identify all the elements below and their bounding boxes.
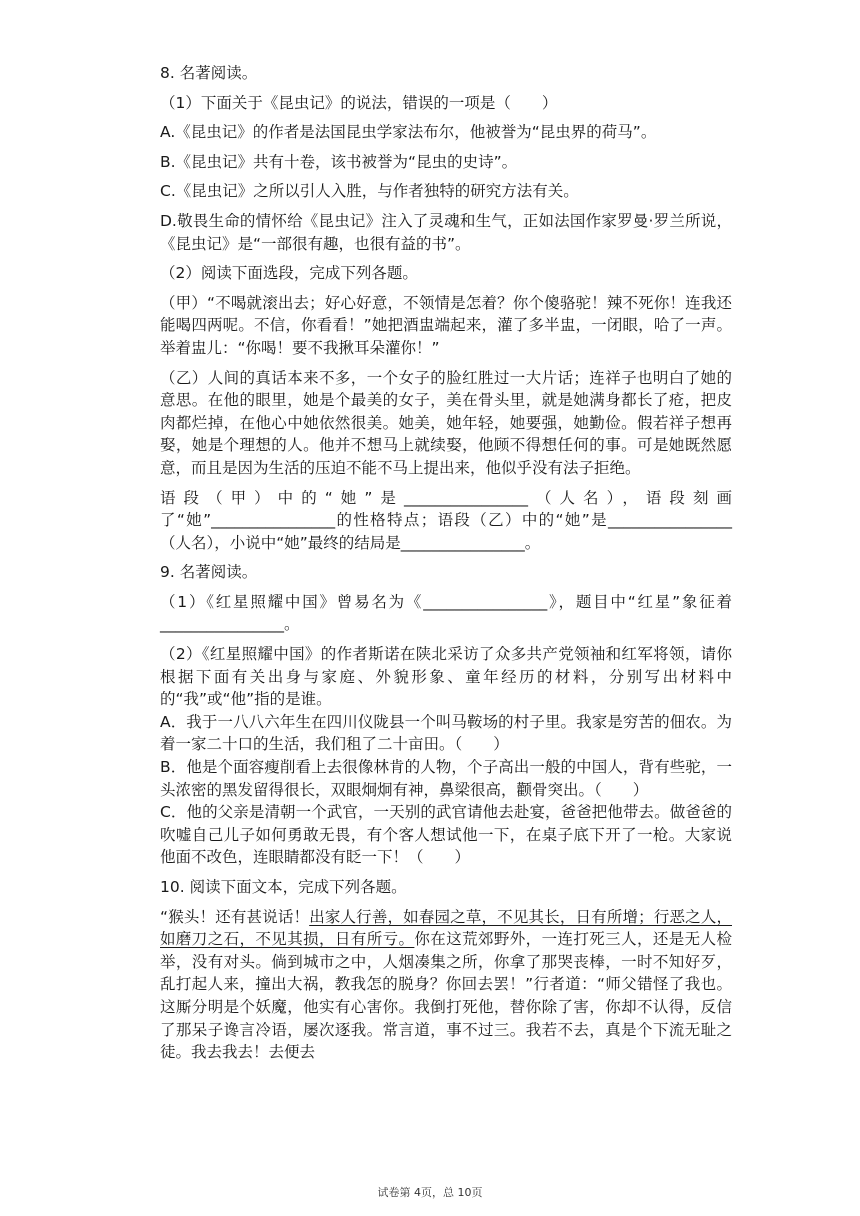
q9-option-c: C．他的父亲是清朝一个武官，一天别的武官请他去赴宴，爸爸把他带去。做爸爸的吹嘘自己儿子如何勇敢无畏，有个客人想试他一下，在桌子底下开了一枪。大家说他面不改色，连眼睛都没有眨一下！（ ） <box>160 803 732 867</box>
q8-option-b: B.《昆虫记》共有十卷，该书被誉为“昆虫的史诗”。 <box>160 152 518 171</box>
q10-passage <box>160 906 732 1064</box>
q8-sub2: （2）阅读下面选段，完成下列各题。 <box>160 264 418 283</box>
q8-sub1: （1）下面关于《昆虫记》的说法，错误的一项是（ ） <box>160 93 558 112</box>
q9-sub2: （2）《红星照耀中国》的作者斯诺在陕北采访了众多共产党领袖和红军将领，请你根据下面有关出身与家庭、外貌形象、童年经历的材料，分别写出材料中的“我”或“他”指的是谁。 <box>160 645 732 709</box>
q8-passage-yi: （乙）人间的真话本来不多，一个女子的脸红胜过一大片话；连祥子也明白了她的意思。在他的眼里，她是个最美的女子，美在骨头里，就是她满身都长了疮，把皮肉都烂掉，在他心中她依然很美。她美，她年轻，她要强，她勤俭。假若祥子想再娶，她是个理想的人。他并不想马上就续娶，他顾不得想任何的事。可是她既然愿意，而且是因为生活的压迫不能不马上提出来，他似乎没有法子拒绝。 <box>160 368 732 477</box>
q8-option-d: D.敬畏生命的情怀给《昆虫记》注入了灵魂和生气，正如法国作家罗曼·罗兰所说，《昆虫记》是“一部很有趣，也很有益的书”。 <box>160 211 732 253</box>
q10-passage-post: 你在这荒郊野外，一连打死三人，还是无人检举，没有对头。倘到城市之中，人烟凑集之所，你拿了那哭丧棒，一时不知好歹，乱打起人来，撞出大祸，教我怎的脱身？你回去罢！”行者道：“师父错怪了我也。这厮分明是个妖魔，他实有心害你。我倒打死他，替你除了害，你却不认得，反信了那呆子谗言冷语，屡次逐我。常言道，事不过三。我若不去，真是个下流无耻之徒。我去我去！去便去 <box>160 930 732 1062</box>
q10-passage-pre: “猴头！还有甚说话！ <box>160 907 310 926</box>
q8-title: 8. 名著阅读。 <box>160 64 258 82</box>
q9-title: 9. 名著阅读。 <box>160 563 258 582</box>
q9-option-b: B．他是个面容瘦削看上去很像林肯的人物，个子高出一般的中国人，背有些驼，一头浓密的黑发留得很长，双眼炯炯有神，鼻梁很高，颧骨突出。（ ） <box>160 758 732 799</box>
q8-option-c: C.《昆虫记》之所以引人入胜，与作者独特的研究方法有关。 <box>160 182 579 201</box>
q10-title: 10. 阅读下面文本，完成下列各题。 <box>160 878 407 896</box>
q10-underlined-sentence: 出家人行善，如春园之草，不见其长，日有所增；行恶之人，如磨刀之石，不见其损，日有所亏。 <box>160 907 732 949</box>
q8-option-a: A.《昆虫记》的作者是法国昆虫学家法布尔，他被誉为“昆虫界的荷马”。 <box>160 123 657 142</box>
page-footer: 试卷第 4页，总 10页 <box>377 1186 483 1199</box>
q9-sub1: （1）《红星照耀中国》曾易名为《________________》，题目中“红星”象征着________________。 <box>160 592 732 634</box>
document-page <box>160 62 732 1071</box>
q8-question: 语段（甲）中的“她”是________________（人名），语段刻画了“她”________________的性格特点；语段（乙）中的“她”是________________（人名），小说中“她”最终的结局是________________。 <box>160 488 732 552</box>
q9-option-a: A．我于一八八六年生在四川仪陇县一个叫马鞍场的村子里。我家是穷苦的佃农。为着一家二十口的生活，我们租了二十亩田。（ ） <box>160 712 732 754</box>
q8-passage-jia: （甲）“不喝就滚出去；好心好意，不领情是怎着？你个傻骆驼！辣不死你！连我还能喝四两呢。不信，你看看！”她把酒盅端起来，灌了多半盅，一闭眼，哈了一声。举着盅儿：“你喝！要不我揪耳朵灌你！” <box>160 293 732 357</box>
